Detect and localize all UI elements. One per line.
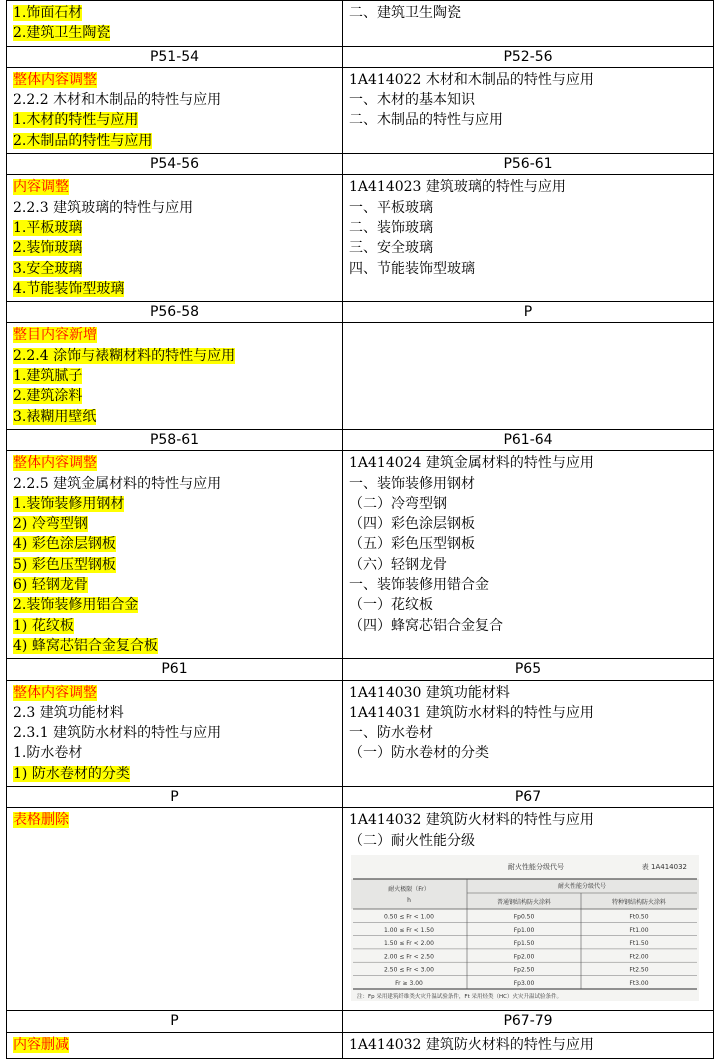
left-line: 6) 轻钢龙骨 — [13, 577, 88, 594]
right-line: 1A414024 建筑金属材料的特性与应用 — [349, 455, 594, 472]
right-line-row — [349, 831, 709, 851]
right-line: （六）轻钢龙骨 — [349, 556, 447, 573]
figure-cell-special: Ft3.00 — [629, 979, 649, 987]
figure-cell-range: 1.50 ≤ Fr < 2.00 — [384, 939, 434, 947]
right-line-row — [349, 575, 709, 595]
left-line-row — [13, 90, 338, 110]
left-line: 表格删除 — [13, 812, 69, 829]
figure-cell-ordinary: Fp2.50 — [513, 966, 535, 974]
new-page-range: P65 — [343, 659, 714, 680]
new-page-range: P56-61 — [343, 154, 714, 175]
right-line: （二）冷弯型钢 — [349, 495, 447, 512]
page-range-row — [7, 429, 714, 450]
old-page-range: P61 — [7, 659, 343, 680]
figure-note: 注：Fp 采用建筑纤维类火灾升温试验条件，Ft 采用烃类（HC）火灾升温试验条件。 — [357, 993, 562, 1000]
right-line-row — [349, 616, 709, 636]
right-line: 二、装饰玻璃 — [349, 219, 433, 236]
left-line-row — [13, 514, 338, 534]
right-line: 一、装饰装修用钢材 — [349, 475, 475, 492]
new-page-range: P67-79 — [343, 1011, 714, 1032]
figure-caption: 耐火性能分级代号 — [508, 862, 564, 871]
left-line-row — [13, 131, 338, 151]
left-line: 整体内容调整 — [13, 71, 97, 88]
left-line-row — [13, 743, 338, 763]
left-line: 1.建筑腻子 — [13, 368, 83, 385]
left-line: 2.木制品的特性与应用 — [13, 132, 153, 149]
right-line-row — [349, 110, 709, 130]
left-line: 1.装饰装修用钢材 — [13, 495, 125, 512]
page-range-row — [7, 46, 714, 67]
right-line: 二、木制品的特性与应用 — [349, 112, 503, 129]
left-line-row — [13, 70, 338, 90]
page-range-row — [7, 1011, 714, 1032]
page-range-row — [7, 659, 714, 680]
figure-cell-special: Ft0.50 — [629, 913, 649, 921]
left-line-row — [13, 764, 338, 784]
content-row — [7, 1032, 714, 1058]
left-line-row — [13, 1035, 338, 1055]
right-line-row — [349, 703, 709, 723]
new-content-cell — [343, 323, 714, 429]
old-content-cell — [7, 680, 343, 786]
left-line: 4.节能装饰型玻璃 — [13, 280, 125, 297]
figure-cell-range: 0.50 ≤ Fr < 1.00 — [384, 913, 434, 921]
left-line: 2.2.5 建筑金属材料的特性与应用 — [13, 475, 222, 492]
content-row — [7, 808, 714, 1011]
right-line: 一、木材的基本知识 — [349, 92, 475, 109]
new-content-cell — [343, 1, 714, 47]
old-page-range: P — [7, 1011, 343, 1032]
right-line-row — [349, 90, 709, 110]
right-line-row — [349, 177, 709, 197]
figure-table-number: 表 1A414032 — [641, 862, 687, 871]
figure-head-col1: 耐火极限（Fr） — [388, 885, 430, 893]
figure-cell-special: Ft2.50 — [629, 966, 649, 974]
left-line-row — [13, 279, 338, 299]
new-content-cell — [343, 175, 714, 302]
figure-cell-ordinary: Fp2.00 — [513, 953, 535, 961]
left-line-row — [13, 616, 338, 636]
left-line: 整目内容新增 — [13, 327, 97, 344]
left-line: 4) 彩色涂层钢板 — [13, 536, 116, 553]
figure-head-unit: h — [407, 896, 411, 904]
figure-cell-special: Ft1.50 — [629, 939, 649, 947]
old-content-cell — [7, 451, 343, 659]
left-line-row — [13, 23, 338, 43]
right-line-row — [349, 514, 709, 534]
left-line-row — [13, 595, 338, 615]
table-body — [7, 1, 714, 1059]
left-line-row — [13, 3, 338, 23]
left-line: 2.建筑涂料 — [13, 388, 83, 405]
right-line: 三、安全玻璃 — [349, 240, 433, 257]
old-page-range: P — [7, 786, 343, 807]
content-row — [7, 175, 714, 302]
figure-head-sub2: 特种钢结构防火涂料 — [611, 898, 667, 906]
fire-resistance-grade-table-image — [351, 855, 699, 1001]
figure-cell-ordinary: Fp1.00 — [513, 926, 535, 934]
right-line-row — [349, 218, 709, 238]
left-line-row — [13, 453, 338, 473]
old-content-cell — [7, 808, 343, 1011]
page-range-row — [7, 302, 714, 323]
left-line: 2) 冷弯型钢 — [13, 516, 88, 533]
right-line-row — [349, 198, 709, 218]
right-line-row — [349, 259, 709, 279]
figure-cell-range: Fr ≥ 3.00 — [395, 979, 423, 987]
left-line-row — [13, 110, 338, 130]
right-line: 二、建筑卫生陶瓷 — [349, 5, 461, 21]
left-line-row — [13, 555, 338, 575]
right-line: （四）蜂窝芯铝合金复合 — [349, 617, 503, 634]
left-line: 2.建筑卫生陶瓷 — [13, 25, 111, 42]
right-line: （二）耐火性能分级 — [349, 832, 475, 849]
new-content-cell — [343, 808, 714, 1011]
content-row — [7, 67, 714, 153]
left-line-row — [13, 238, 338, 258]
old-content-cell — [7, 175, 343, 302]
right-line: （四）彩色涂层钢板 — [349, 516, 475, 533]
left-line-row — [13, 386, 338, 406]
left-line: 2.2.4 涂饰与裱糊材料的特性与应用 — [13, 347, 236, 364]
figure-head-sub1: 普通钢结构防火涂料 — [496, 898, 552, 906]
old-content-cell — [7, 1032, 343, 1058]
right-line: 1A414022 木材和木制品的特性与应用 — [349, 71, 594, 88]
left-line: 整体内容调整 — [13, 684, 97, 701]
right-line: 一、防水卷材 — [349, 725, 433, 742]
left-line: 1.木材的特性与应用 — [13, 112, 139, 129]
right-line: （一）防水卷材的分类 — [349, 745, 489, 762]
right-line-row — [349, 238, 709, 258]
new-page-range: P67 — [343, 786, 714, 807]
left-line: 2.2.2 木材和木制品的特性与应用 — [13, 92, 222, 109]
figure-cell-special: Ft1.00 — [629, 926, 649, 934]
right-line-row — [349, 595, 709, 615]
figure-head-group: 耐火性能分级代号 — [557, 882, 607, 890]
right-line: 1A414031 建筑防水材料的特性与应用 — [349, 704, 594, 721]
left-line: 1.平板玻璃 — [13, 219, 83, 236]
right-line: 1A414023 建筑玻璃的特性与应用 — [349, 179, 566, 196]
figure-cell-special: Ft2.00 — [629, 953, 649, 961]
new-page-range: P52-56 — [343, 46, 714, 67]
figure-cell-ordinary: Fp1.50 — [513, 939, 535, 947]
old-page-range: P54-56 — [7, 154, 343, 175]
page-range-row — [7, 786, 714, 807]
left-line-row — [13, 259, 338, 279]
left-line: 2.2.3 建筑玻璃的特性与应用 — [13, 199, 194, 216]
right-line: 一、平板玻璃 — [349, 199, 433, 216]
right-line-row — [349, 1035, 709, 1055]
right-line-row — [349, 453, 709, 473]
content-row — [7, 451, 714, 659]
left-line: 1) 防水卷材的分类 — [13, 765, 130, 782]
right-line-row — [349, 534, 709, 554]
right-line-row — [349, 70, 709, 90]
comparison-table — [6, 0, 714, 1059]
right-line-row — [349, 810, 709, 830]
figure-cell-range: 2.00 ≤ Fr < 2.50 — [384, 953, 434, 961]
left-line: 1) 花纹板 — [13, 617, 74, 634]
new-content-cell — [343, 1032, 714, 1058]
page-range-row — [7, 154, 714, 175]
figure-cell-ordinary: Fp0.50 — [513, 913, 535, 921]
left-line: 2.3 建筑功能材料 — [13, 704, 124, 721]
right-line: 一、装饰装修用错合金 — [349, 577, 489, 594]
old-content-cell — [7, 323, 343, 429]
left-line: 4) 蜂窝芯铝合金复合板 — [13, 637, 158, 654]
left-line-row — [13, 575, 338, 595]
right-line-row — [349, 723, 709, 743]
right-line: （一）花纹板 — [349, 597, 433, 614]
left-line: 1.饰面石材 — [13, 5, 83, 21]
right-line-row — [349, 555, 709, 575]
left-line: 2.装饰玻璃 — [13, 240, 83, 257]
left-line: 内容删减 — [13, 1036, 69, 1053]
left-line-row — [13, 198, 338, 218]
left-line-row — [13, 636, 338, 656]
left-line-row — [13, 723, 338, 743]
figure-cell-range: 1.00 ≤ Fr < 1.50 — [384, 926, 434, 934]
old-page-range: P58-61 — [7, 429, 343, 450]
left-line: 3.裱糊用壁纸 — [13, 408, 97, 425]
left-line-row — [13, 683, 338, 703]
figure-cell-ordinary: Fp3.00 — [513, 979, 535, 987]
right-line: （五）彩色压型钢板 — [349, 536, 475, 553]
left-line-row — [13, 325, 338, 345]
left-line: 内容调整 — [13, 179, 69, 196]
right-line-row — [349, 474, 709, 494]
new-page-range: P61-64 — [343, 429, 714, 450]
left-line: 5) 彩色压型钢板 — [13, 556, 116, 573]
left-line: 1.防水卷材 — [13, 745, 83, 762]
old-content-cell — [7, 1, 343, 47]
left-line-row — [13, 407, 338, 427]
left-line-row — [13, 366, 338, 386]
left-line-row — [13, 810, 338, 830]
left-line-row — [13, 534, 338, 554]
content-row — [7, 323, 714, 429]
new-content-cell — [343, 680, 714, 786]
left-line-row — [13, 494, 338, 514]
figure-cell-range: 2.50 ≤ Fr < 3.00 — [384, 966, 434, 974]
right-line: 1A414032 建筑防火材料的特性与应用 — [349, 812, 594, 829]
right-line-row — [349, 3, 709, 23]
content-row — [7, 1, 714, 47]
left-line: 整体内容调整 — [13, 455, 97, 472]
new-content-cell — [343, 67, 714, 153]
left-line-row — [13, 474, 338, 494]
left-line-row — [13, 218, 338, 238]
left-line: 2.3.1 建筑防水材料的特性与应用 — [13, 725, 222, 742]
right-line: 1A414032 建筑防火材料的特性与应用 — [349, 1036, 594, 1053]
right-line-row — [349, 683, 709, 703]
left-line: 2.装饰装修用铝合金 — [13, 597, 139, 614]
old-page-range: P56-58 — [7, 302, 343, 323]
new-content-cell — [343, 451, 714, 659]
right-line-row — [349, 743, 709, 763]
right-line: 四、节能装饰型玻璃 — [349, 260, 475, 277]
old-content-cell — [7, 67, 343, 153]
left-line-row — [13, 346, 338, 366]
left-line-row — [13, 177, 338, 197]
left-line: 3.安全玻璃 — [13, 260, 83, 277]
new-page-range: P — [343, 302, 714, 323]
old-page-range: P51-54 — [7, 46, 343, 67]
right-line: 1A414030 建筑功能材料 — [349, 684, 510, 701]
right-line-row — [349, 494, 709, 514]
left-line-row — [13, 703, 338, 723]
content-row — [7, 680, 714, 786]
